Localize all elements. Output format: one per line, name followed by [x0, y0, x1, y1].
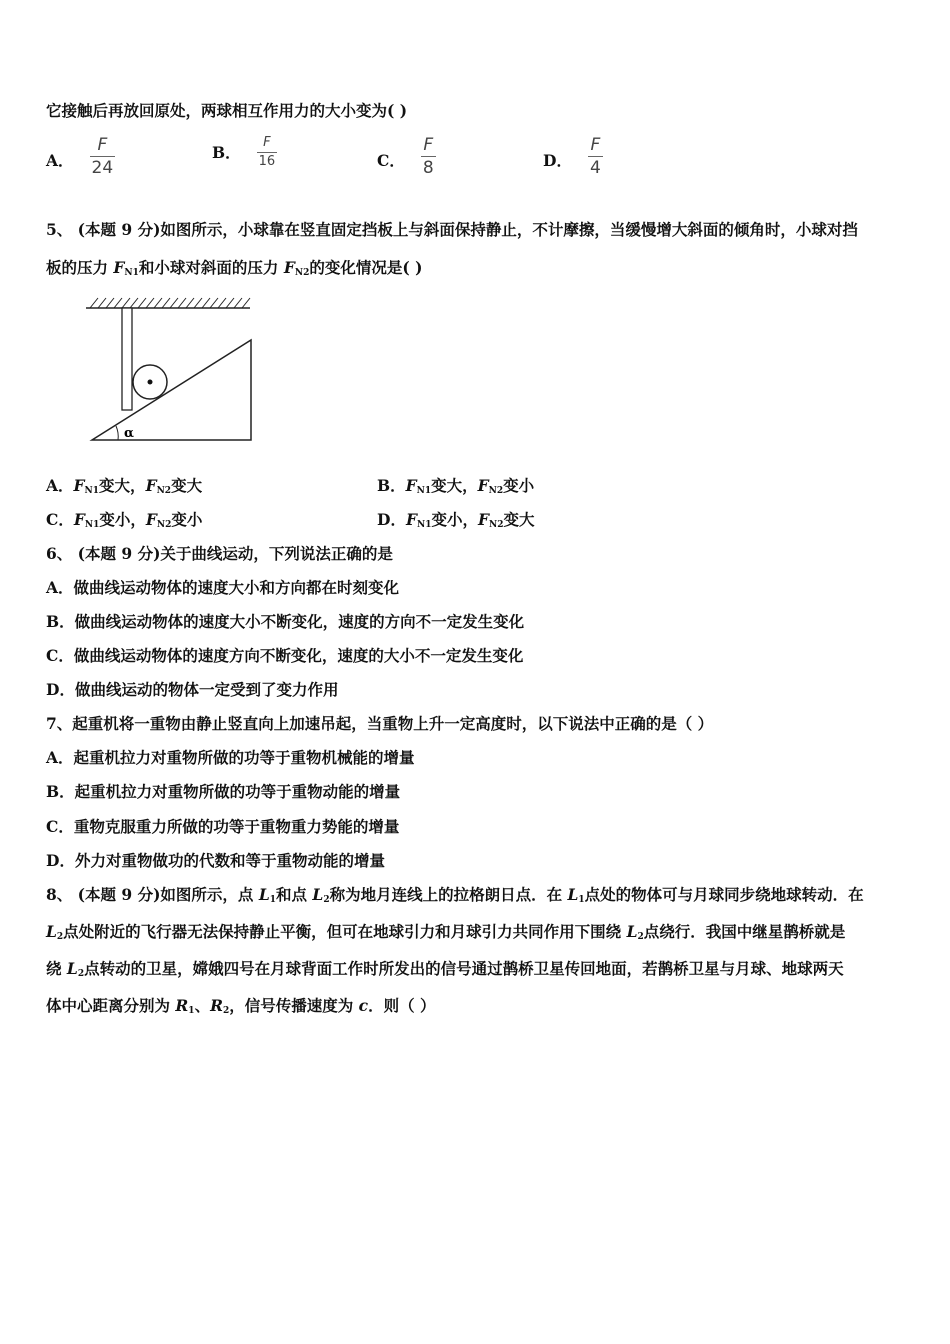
q5-option-b[interactable]: B．$F_{N1}$变大，$F_{N2}$变小: [377, 476, 535, 496]
q7-option-b[interactable]: B．起重机拉力对重物所做的功等于重物动能的增量: [46, 782, 401, 801]
option-label: D．: [543, 151, 572, 170]
fraction: $\frac{F}{8}$: [422, 135, 434, 178]
q5-stem-line2: 板的压力 $F_{N1}$和小球对斜面的压力 $F_{N2}$的变化情况是( ): [46, 258, 423, 278]
q6-stem: 6、 (本题 9 分)关于曲线运动，下列说法正确的是: [46, 544, 393, 563]
q6-option-c[interactable]: C．做曲线运动物体的速度方向不断变化，速度的大小不一定发生变化: [46, 646, 524, 665]
q7-option-a[interactable]: A．起重机拉力对重物所做的功等于重物机械能的增量: [46, 748, 415, 767]
fraction: $\frac{F}{16}$: [258, 135, 276, 169]
fraction: $\frac{F}{24}$: [91, 135, 114, 178]
q5-option-c[interactable]: C．$F_{N1}$变小，$F_{N2}$变小: [46, 510, 203, 530]
q8-stem-line4: 体中心距离分别为 $R_1$、$R_2$，信号传播速度为 c．则（ ）: [46, 996, 436, 1016]
intro-line: 它接触后再放回原处，两球相互作用力的大小变为( ): [46, 101, 408, 120]
q5-option-d[interactable]: D．$F_{N1}$变小，$F_{N2}$变大: [377, 510, 535, 530]
q8-stem-line2: $L_2$点处附近的飞行器无法保持静止平衡，但可在地球引力和月球引力共同作用下围绕 $L_2$点绕行．我国中继星鹊桥就是: [46, 922, 846, 942]
q5-option-a[interactable]: A．$F_{N1}$变大，$F_{N2}$变大: [46, 476, 203, 496]
q5-stem-line1: 5、 (本题 9 分)如图所示，小球靠在竖直固定挡板上与斜面保持静止，不计摩擦，当缓慢增大斜面的倾角时，小球对挡: [46, 220, 858, 239]
option-label: C．: [377, 151, 405, 170]
q6-option-b[interactable]: B．做曲线运动物体的速度大小不断变化，速度的方向不一定发生变化: [46, 612, 525, 631]
option-label: B．: [212, 143, 241, 162]
q4-option-b[interactable]: [212, 136, 277, 169]
baffle-plate: [122, 308, 132, 410]
q6-option-a[interactable]: A．做曲线运动物体的速度大小和方向都在时刻变化: [46, 578, 400, 597]
angle-label: α: [124, 426, 135, 441]
q7-option-d[interactable]: D．外力对重物做功的代数和等于重物动能的增量: [46, 851, 385, 870]
q4-option-d[interactable]: [543, 136, 603, 177]
incline-wedge: [92, 340, 251, 440]
q7-stem: 7、起重机将一重物由静止竖直向上加速吊起，当重物上升一定高度时，以下说法中正确的是（ ）: [46, 714, 714, 733]
q8-stem-line1: 8、 (本题 9 分)如图所示，点 $L_1$和点 $L_2$称为地月连线上的拉格朗日点．在 $L_1$点处的物体可与月球同步绕地球转动．在: [46, 885, 864, 905]
q4-option-a[interactable]: [46, 136, 115, 177]
fraction: $\frac{F}{4}$: [589, 135, 601, 178]
q8-stem-line3: 绕 $L_2$点转动的卫星，嫦娥四号在月球背面工作时所发出的信号通过鹊桥卫星传回地面，若鹊桥卫星与月球、地球两天: [46, 959, 844, 979]
q6-option-d[interactable]: D．做曲线运动的物体一定受到了变力作用: [46, 680, 339, 699]
q4-option-c[interactable]: [377, 136, 436, 177]
incline-figure: [84, 292, 256, 446]
option-label: A．: [46, 151, 74, 170]
q7-option-c[interactable]: C．重物克服重力所做的功等于重物重力势能的增量: [46, 817, 400, 836]
